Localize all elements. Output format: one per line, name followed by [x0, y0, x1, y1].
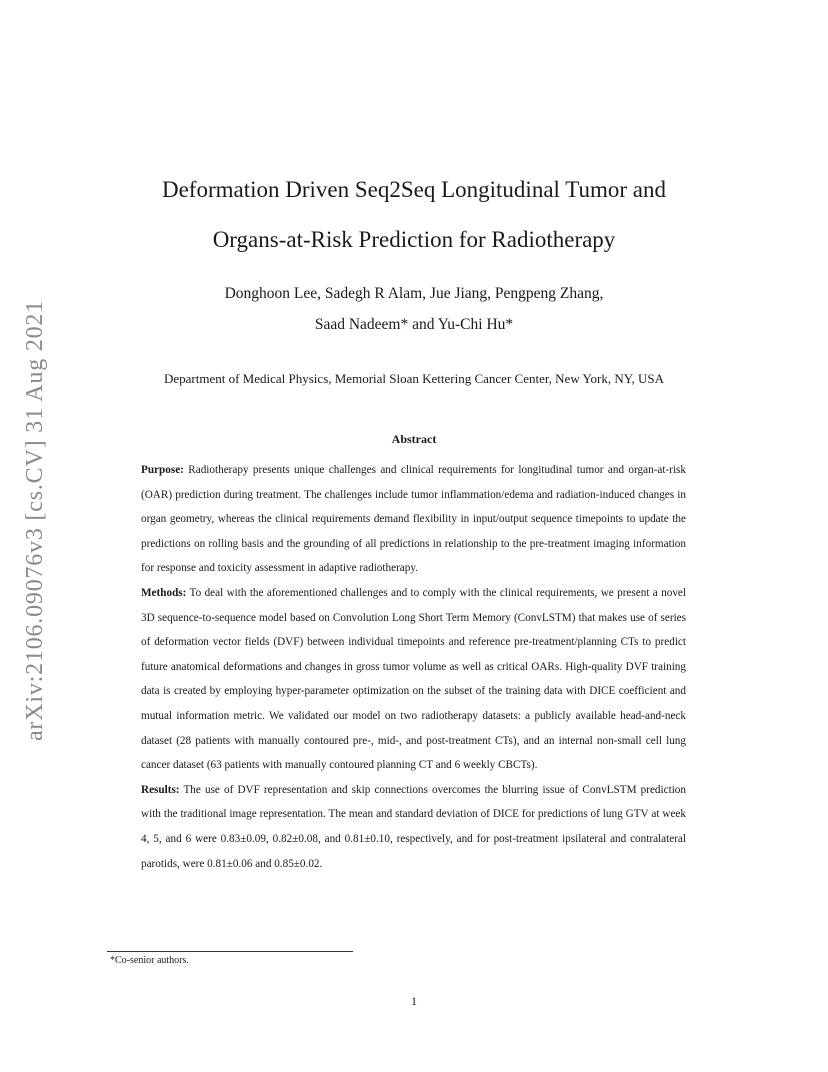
footnote: *Co-senior authors.: [110, 955, 189, 966]
arxiv-identifier-text: arXiv:2106.09076v3 [cs.CV] 31 Aug 2021: [22, 299, 49, 741]
abstract-methods-paragraph: [141, 581, 686, 778]
page-number: 1: [411, 994, 417, 1008]
paper-title-line-2: Organs-at-Risk Prediction for Radiotherapy: [212, 227, 616, 252]
affiliation: Department of Medical Physics, Memorial Sloan Kettering Cancer Center, New York, NY, USA: [163, 371, 664, 386]
methods-label: Methods:: [141, 586, 187, 599]
author-list-line-1: Donghoon Lee, Sadegh R Alam, Jue Jiang, Pengpeng Zhang,: [224, 285, 604, 302]
arxiv-identifier-watermark: [14, 280, 58, 760]
paper-title-line-1: Deformation Driven Seq2Seq Longitudinal Tumor and: [161, 177, 667, 202]
results-text: The use of DVF representation and skip connections overcomes the blurring issue of ConvLSTM prediction with the traditional image representation. The mean and standard deviation of DICE for predictions of lung GTV at week 4, 5, and 6 were 0.83±0.09, 0.82±0.08, and 0.81±0.10, respectively, and for post-treatment ipsilateral and contralateral parotids, were 0.81±0.06 and 0.85±0.02.: [141, 783, 686, 870]
abstract-body: [141, 458, 686, 876]
abstract-heading: Abstract: [391, 432, 437, 446]
author-list-line-2: Saad Nadeem* and Yu-Chi Hu*: [314, 316, 514, 333]
abstract-purpose-paragraph: [141, 458, 686, 581]
abstract-results-paragraph: [141, 778, 686, 876]
purpose-text: Radiotherapy presents unique challenges and clinical requirements for longitudinal tumor and organ-at-risk (OAR) prediction during treatment. The challenges include tumor inflammation/edema and radiation-induced changes in organ geometry, whereas the clinical requirements demand flexibility in input/output sequence timepoints to update the predictions on rolling basis and the grounding of all predictions in relationship to the pre-treatment imaging information for response and toxicity assessment in adaptive radiotherapy.: [141, 464, 686, 575]
results-label: Results:: [141, 783, 180, 796]
purpose-label: Purpose:: [141, 464, 184, 476]
methods-text: To deal with the aforementioned challenges and to comply with the clinical requirements, we present a novel 3D sequence-to-sequence model based on Convolution Long Short Term Memory (ConvLSTM) that makes use of series of deformation vector fields (DVF) between individual timepoints and reference pre-treatment/planning CTs to predict future anatomical deformations and changes in gross tumor volume as well as critical OARs. High-quality DVF training data is created by employing hyper-parameter optimization on the subset of the training data with DICE coefficient and mutual information metric. We validated our model on two radiotherapy datasets: a publicly available head-and-neck dataset (28 patients with manually contoured pre-, mid-, and post-treatment CTs), and an internal non-small cell lung cancer dataset (63 patients with manually contoured planning CT and 6 weekly CBCTs).: [141, 586, 686, 772]
footnote-divider: [107, 951, 353, 952]
